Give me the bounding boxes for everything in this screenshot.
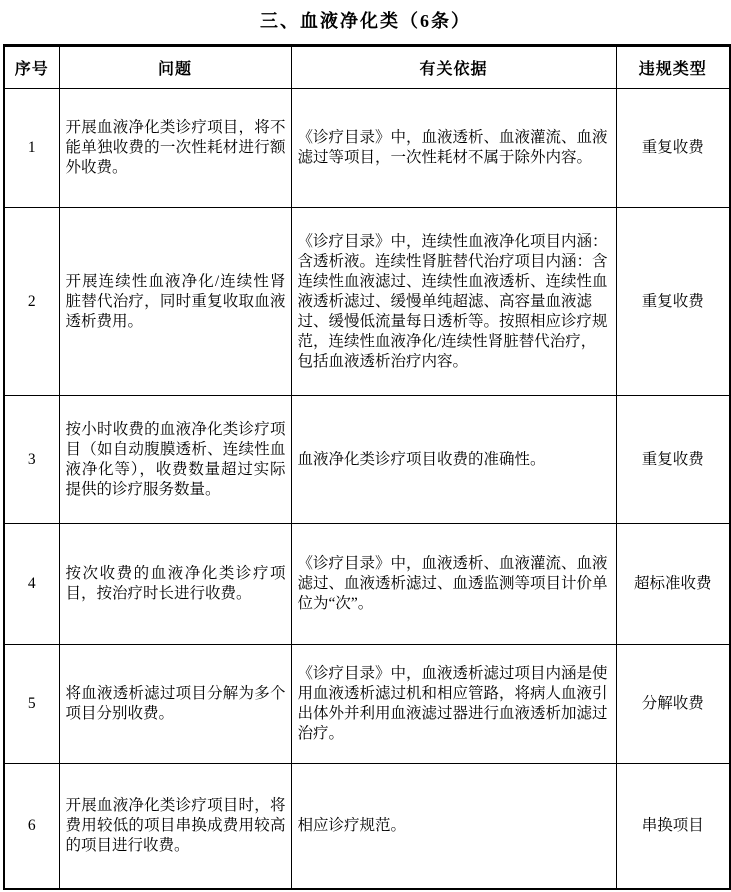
table-row <box>4 524 730 645</box>
table-row <box>4 396 730 524</box>
column-header-basis: 有关依据 <box>291 46 616 89</box>
cell-basis: 《诊疗目录》中，血液透析、血液灌流、血液滤过、血液透析滤过、血透监测等项目计价单位为“次”。 <box>291 524 616 645</box>
cell-seq: 3 <box>4 396 59 524</box>
cell-seq: 1 <box>4 89 59 208</box>
cell-basis: 《诊疗目录》中，血液透析滤过项目内涵是使用血液透析滤过机和相应管路，将病人血液引出体外并利用血液滤过器进行血液透析加滤过治疗。 <box>291 645 616 764</box>
table-row <box>4 645 730 764</box>
cell-basis: 血液净化类诊疗项目收费的准确性。 <box>291 396 616 524</box>
cell-problem: 开展血液净化类诊疗项目，将不能单独收费的一次性耗材进行额外收费。 <box>59 89 291 208</box>
cell-violation-type: 串换项目 <box>616 764 730 889</box>
cell-violation-type: 重复收费 <box>616 396 730 524</box>
cell-violation-type: 重复收费 <box>616 89 730 208</box>
cell-problem: 开展连续性血液净化/连续性肾脏替代治疗，同时重复收取血液透析费用。 <box>59 208 291 396</box>
page-title: 三、血液净化类（6条） <box>260 11 471 31</box>
cell-seq: 2 <box>4 208 59 396</box>
column-header-seq: 序号 <box>4 46 59 89</box>
table-row <box>4 764 730 889</box>
cell-problem: 按次收费的血液净化类诊疗项目，按治疗时长进行收费。 <box>59 524 291 645</box>
cell-seq: 6 <box>4 764 59 889</box>
table-row <box>4 208 730 396</box>
violation-rules-table <box>3 44 731 890</box>
cell-problem: 将血液透析滤过项目分解为多个项目分别收费。 <box>59 645 291 764</box>
document-page <box>0 10 731 892</box>
table-header-row <box>4 46 730 89</box>
cell-basis: 《诊疗目录》中，血液透析、血液灌流、血液滤过等项目，一次性耗材不属于除外内容。 <box>291 89 616 208</box>
cell-seq: 5 <box>4 645 59 764</box>
cell-violation-type: 重复收费 <box>616 208 730 396</box>
column-header-violation-type: 违规类型 <box>616 46 730 89</box>
cell-violation-type: 分解收费 <box>616 645 730 764</box>
cell-problem: 按小时收费的血液净化类诊疗项目（如自动腹膜透析、连续性血液净化等），收费数量超过实际提供的诊疗服务数量。 <box>59 396 291 524</box>
cell-seq: 4 <box>4 524 59 645</box>
cell-basis: 相应诊疗规范。 <box>291 764 616 889</box>
table-row <box>4 89 730 208</box>
column-header-problem: 问题 <box>59 46 291 89</box>
cell-violation-type: 超标准收费 <box>616 524 730 645</box>
cell-problem: 开展血液净化类诊疗项目时，将费用较低的项目串换成费用较高的项目进行收费。 <box>59 764 291 889</box>
cell-basis: 《诊疗目录》中，连续性血液净化项目内涵：含透析液。连续性肾脏替代治疗项目内涵：含连续性血液滤过、连续性血液透析、连续性血液透析滤过、缓慢单纯超滤、高容量血液滤过、缓慢低流量每日透析等。按照相应诊疗规范，连续性血液净化/连续性肾脏替代治疗，包括血液透析治疗内容。 <box>291 208 616 396</box>
